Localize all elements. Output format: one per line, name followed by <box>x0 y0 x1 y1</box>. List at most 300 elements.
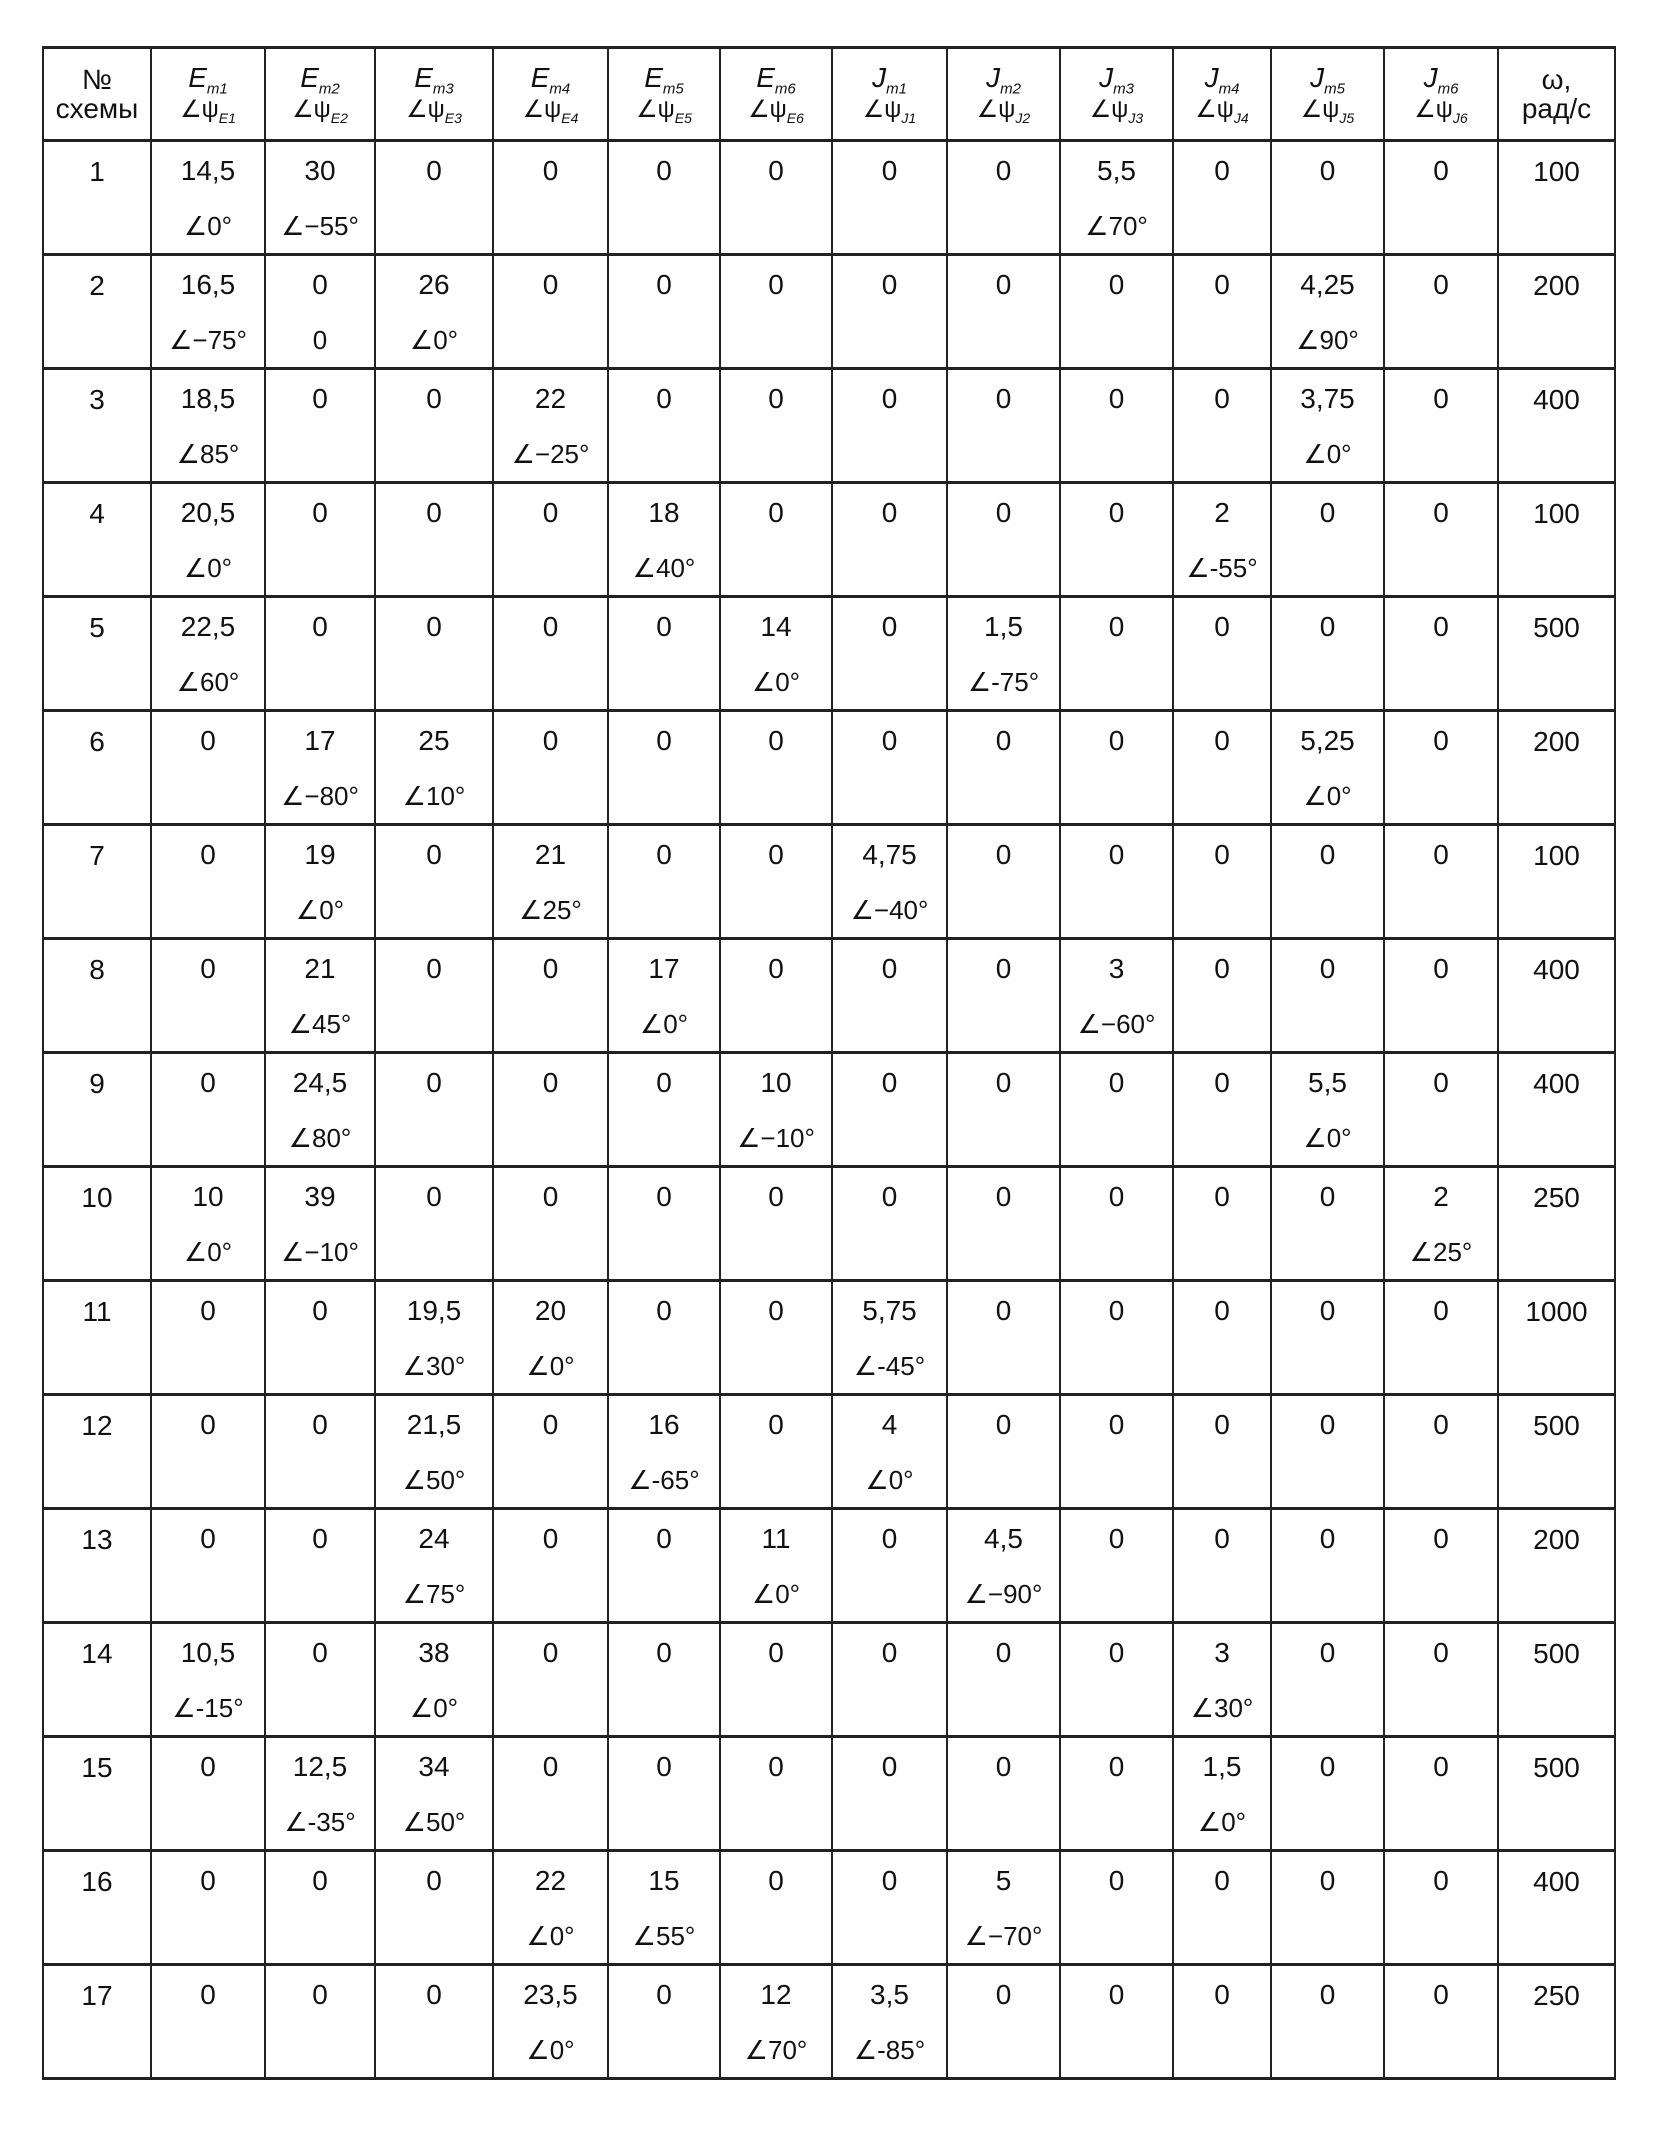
angle-cell <box>375 1225 493 1281</box>
omega-cell: 250 <box>1498 1167 1615 1281</box>
value-cell: 17 <box>608 939 720 998</box>
table-row <box>43 1623 1615 1682</box>
angle-cell: ∠−60° <box>1060 997 1173 1053</box>
table-row <box>43 1965 1615 2024</box>
header-col-em5 <box>608 48 720 141</box>
table-row-angles <box>43 1111 1615 1167</box>
header-col-em4 <box>493 48 608 141</box>
table-row-angles <box>43 1225 1615 1281</box>
scheme-number-cell: 5 <box>43 597 151 711</box>
header-angle-subscript: J1 <box>901 109 917 126</box>
value-cell: 0 <box>1173 141 1271 200</box>
value-cell: 0 <box>947 141 1060 200</box>
value-cell: 39 <box>265 1167 375 1226</box>
value-cell: 0 <box>151 939 265 998</box>
angle-cell <box>1060 655 1173 711</box>
angle-cell <box>375 541 493 597</box>
value-cell: 0 <box>265 255 375 314</box>
angle-cell <box>832 1567 947 1623</box>
value-cell: 4 <box>832 1395 947 1454</box>
angle-cell <box>832 1681 947 1737</box>
angle-cell <box>1384 1111 1498 1167</box>
angle-cell <box>1384 1909 1498 1965</box>
angle-cell <box>947 997 1060 1053</box>
angle-cell <box>1384 1795 1498 1851</box>
value-cell: 34 <box>375 1737 493 1796</box>
value-cell: 0 <box>151 1053 265 1112</box>
table-row <box>43 711 1615 770</box>
value-cell: 0 <box>1384 825 1498 884</box>
value-cell: 0 <box>1060 1053 1173 1112</box>
value-cell: 0 <box>832 1737 947 1796</box>
omega-cell: 400 <box>1498 369 1615 483</box>
document-page <box>42 46 1614 2080</box>
value-cell: 0 <box>720 825 832 884</box>
header-angle-subscript: J5 <box>1339 109 1355 126</box>
value-cell: 0 <box>1173 597 1271 656</box>
value-cell: 0 <box>151 711 265 770</box>
angle-cell <box>151 883 265 939</box>
angle-cell <box>1271 1681 1384 1737</box>
angle-cell <box>1173 2023 1271 2079</box>
angle-cell <box>947 313 1060 369</box>
value-cell: 21 <box>493 825 608 884</box>
header-symbol: E <box>756 61 775 93</box>
angle-cell <box>720 997 832 1053</box>
value-cell: 0 <box>720 369 832 428</box>
value-cell: 0 <box>1271 1851 1384 1910</box>
value-cell: 0 <box>265 1395 375 1454</box>
angle-cell <box>1271 883 1384 939</box>
value-cell: 5,5 <box>1060 141 1173 200</box>
value-cell: 0 <box>608 1509 720 1568</box>
header-angle-symbol: ∠ψ <box>292 95 331 123</box>
value-cell: 0 <box>720 483 832 542</box>
omega-cell: 400 <box>1498 1851 1615 1965</box>
header-angle-symbol: ∠ψ <box>1195 95 1234 123</box>
angle-cell <box>265 1453 375 1509</box>
value-cell: 0 <box>1173 711 1271 770</box>
value-cell: 4,5 <box>947 1509 1060 1568</box>
angle-cell <box>608 1567 720 1623</box>
angle-cell: ∠0° <box>832 1453 947 1509</box>
angle-cell <box>1060 1339 1173 1395</box>
scheme-number-cell: 2 <box>43 255 151 369</box>
angle-cell <box>1060 2023 1173 2079</box>
value-cell: 0 <box>1060 1965 1173 2024</box>
angle-cell <box>1271 1453 1384 1509</box>
angle-cell <box>1060 1567 1173 1623</box>
header-symbol: J <box>1099 61 1114 93</box>
angle-cell <box>151 769 265 825</box>
value-cell: 0 <box>493 1167 608 1226</box>
angle-cell <box>947 1453 1060 1509</box>
scheme-number-cell: 15 <box>43 1737 151 1851</box>
angle-cell: ∠0° <box>1271 1111 1384 1167</box>
angle-cell <box>1271 2023 1384 2079</box>
value-cell: 0 <box>1384 1851 1498 1910</box>
angle-cell <box>1060 769 1173 825</box>
angle-cell <box>608 313 720 369</box>
value-cell: 0 <box>1173 1395 1271 1454</box>
angle-cell <box>947 1681 1060 1737</box>
omega-cell: 1000 <box>1498 1281 1615 1395</box>
value-cell: 0 <box>608 1623 720 1682</box>
header-symbol-subscript: m5 <box>1324 80 1345 98</box>
angle-cell: ∠0° <box>375 1681 493 1737</box>
value-cell: 0 <box>1384 1395 1498 1454</box>
angle-cell: ∠0° <box>493 2023 608 2079</box>
angle-cell: ∠85° <box>151 427 265 483</box>
angle-cell <box>1384 1681 1498 1737</box>
angle-cell <box>832 427 947 483</box>
header-symbol-subscript: m4 <box>1218 80 1240 98</box>
angle-cell <box>375 2023 493 2079</box>
value-cell: 0 <box>151 1281 265 1340</box>
value-cell: 10 <box>151 1167 265 1226</box>
value-cell: 0 <box>375 141 493 200</box>
value-cell: 22 <box>493 369 608 428</box>
value-cell: 0 <box>1060 255 1173 314</box>
header-symbol: J <box>872 61 887 93</box>
value-cell: 0 <box>265 369 375 428</box>
table-row-angles <box>43 1795 1615 1851</box>
value-cell: 0 <box>1173 1053 1271 1112</box>
angle-cell <box>375 199 493 255</box>
angle-cell <box>1173 199 1271 255</box>
value-cell: 0 <box>265 1851 375 1910</box>
angle-cell <box>265 1567 375 1623</box>
value-cell: 0 <box>1271 1965 1384 2024</box>
header-symbol: E <box>530 61 550 93</box>
value-cell: 0 <box>1271 939 1384 998</box>
angle-cell <box>1384 2023 1498 2079</box>
angle-cell <box>947 1339 1060 1395</box>
angle-cell <box>947 541 1060 597</box>
angle-cell <box>1384 1567 1498 1623</box>
header-angle-subscript: E2 <box>330 109 348 126</box>
value-cell: 0 <box>493 939 608 998</box>
angle-cell <box>832 541 947 597</box>
table-row-angles <box>43 1453 1615 1509</box>
value-cell: 10,5 <box>151 1623 265 1682</box>
angle-cell: ∠−25° <box>493 427 608 483</box>
scheme-number-cell: 3 <box>43 369 151 483</box>
header-symbol-subscript: m2 <box>318 80 340 98</box>
angle-cell <box>493 1795 608 1851</box>
header-col-em1 <box>151 48 265 141</box>
header-symbol-subscript: m6 <box>774 80 796 98</box>
value-cell: 0 <box>1060 1851 1173 1910</box>
value-cell: 0 <box>947 825 1060 884</box>
angle-cell: ∠−80° <box>265 769 375 825</box>
value-cell: 0 <box>1060 1737 1173 1796</box>
angle-cell <box>1173 1339 1271 1395</box>
value-cell: 0 <box>493 141 608 200</box>
header-angle-symbol: ∠ψ <box>1414 95 1453 123</box>
header-angle-symbol: ∠ψ <box>522 95 562 123</box>
header-angle-symbol: ∠ψ <box>1300 95 1340 123</box>
header-col-jm6 <box>1384 48 1498 141</box>
value-cell: 0 <box>1384 369 1498 428</box>
value-cell: 0 <box>720 1737 832 1796</box>
header-symbol-subscript: m4 <box>549 80 571 98</box>
angle-cell <box>608 655 720 711</box>
value-cell: 16 <box>608 1395 720 1454</box>
angle-cell <box>1271 1567 1384 1623</box>
scheme-number-cell: 17 <box>43 1965 151 2079</box>
value-cell: 0 <box>832 1167 947 1226</box>
table-row-angles <box>43 1909 1615 1965</box>
header-col-em6 <box>720 48 832 141</box>
value-cell: 0 <box>1384 1737 1498 1796</box>
value-cell: 0 <box>1271 1281 1384 1340</box>
value-cell: 0 <box>1271 141 1384 200</box>
angle-cell <box>832 1909 947 1965</box>
value-cell: 23,5 <box>493 1965 608 2024</box>
value-cell: 0 <box>947 939 1060 998</box>
value-cell: 0 <box>608 1167 720 1226</box>
angle-cell <box>720 883 832 939</box>
angle-cell <box>720 1681 832 1737</box>
value-cell: 0 <box>375 1053 493 1112</box>
angle-cell <box>265 1339 375 1395</box>
angle-cell <box>1060 427 1173 483</box>
angle-cell: ∠0° <box>151 1225 265 1281</box>
header-col-jm3 <box>1060 48 1173 141</box>
table-row <box>43 597 1615 656</box>
value-cell: 0 <box>265 1281 375 1340</box>
value-cell: 38 <box>375 1623 493 1682</box>
header-symbol-subscript: m2 <box>1000 80 1021 98</box>
angle-cell: ∠-65° <box>608 1453 720 1509</box>
header-symbol-subscript: m5 <box>662 80 684 98</box>
table-row-angles <box>43 1567 1615 1623</box>
angle-cell: ∠0° <box>151 541 265 597</box>
angle-cell: ∠30° <box>375 1339 493 1395</box>
angle-cell: ∠70° <box>720 2023 832 2079</box>
table-row-angles <box>43 883 1615 939</box>
angle-cell <box>1173 655 1271 711</box>
value-cell: 0 <box>1384 1053 1498 1112</box>
value-cell: 14,5 <box>151 141 265 200</box>
angle-cell: ∠25° <box>493 883 608 939</box>
scheme-number-cell: 8 <box>43 939 151 1053</box>
angle-cell <box>493 1111 608 1167</box>
angle-cell: ∠0° <box>493 1909 608 1965</box>
value-cell: 15 <box>608 1851 720 1910</box>
value-cell: 0 <box>1060 1509 1173 1568</box>
header-omega-label: ω, <box>1541 63 1572 95</box>
angle-cell <box>493 655 608 711</box>
value-cell: 0 <box>1173 825 1271 884</box>
table-row <box>43 1851 1615 1910</box>
value-cell: 4,25 <box>1271 255 1384 314</box>
omega-cell: 200 <box>1498 255 1615 369</box>
value-cell: 0 <box>493 483 608 542</box>
value-cell: 10 <box>720 1053 832 1112</box>
angle-cell <box>608 1681 720 1737</box>
angle-cell: ∠-85° <box>832 2023 947 2079</box>
angle-cell: ∠−10° <box>265 1225 375 1281</box>
angle-cell <box>1173 313 1271 369</box>
angle-cell <box>720 1795 832 1851</box>
angle-cell <box>608 1339 720 1395</box>
value-cell: 0 <box>375 483 493 542</box>
value-cell: 0 <box>375 939 493 998</box>
value-cell: 0 <box>720 1281 832 1340</box>
angle-cell <box>1271 1909 1384 1965</box>
value-cell: 0 <box>493 711 608 770</box>
value-cell: 0 <box>265 1965 375 2024</box>
omega-cell: 500 <box>1498 1623 1615 1737</box>
angle-cell <box>375 883 493 939</box>
value-cell: 0 <box>1384 1281 1498 1340</box>
angle-cell <box>493 1453 608 1509</box>
value-cell: 0 <box>493 1053 608 1112</box>
angle-cell <box>1271 1339 1384 1395</box>
value-cell: 0 <box>947 1395 1060 1454</box>
angle-cell <box>1384 1453 1498 1509</box>
angle-cell <box>1384 541 1498 597</box>
angle-cell <box>151 1909 265 1965</box>
angle-cell: ∠40° <box>608 541 720 597</box>
angle-cell <box>720 1339 832 1395</box>
angle-cell <box>1384 199 1498 255</box>
angle-cell <box>608 1795 720 1851</box>
angle-cell <box>151 1453 265 1509</box>
angle-cell <box>493 1225 608 1281</box>
table-row <box>43 939 1615 998</box>
angle-cell <box>265 2023 375 2079</box>
angle-cell: ∠25° <box>1384 1225 1498 1281</box>
angle-cell: ∠0° <box>151 199 265 255</box>
value-cell: 0 <box>493 1509 608 1568</box>
value-cell: 0 <box>1060 1395 1173 1454</box>
angle-cell <box>375 997 493 1053</box>
value-cell: 0 <box>947 1167 1060 1226</box>
omega-cell: 200 <box>1498 1509 1615 1623</box>
angle-cell <box>151 1111 265 1167</box>
angle-cell: ∠75° <box>375 1567 493 1623</box>
scheme-number-cell: 9 <box>43 1053 151 1167</box>
value-cell: 0 <box>151 1851 265 1910</box>
header-symbol-subscript: m1 <box>206 80 228 98</box>
angle-cell <box>1173 883 1271 939</box>
scheme-number-cell: 10 <box>43 1167 151 1281</box>
header-col-jm1 <box>832 48 947 141</box>
value-cell: 0 <box>1173 1851 1271 1910</box>
value-cell: 0 <box>1173 369 1271 428</box>
value-cell: 12 <box>720 1965 832 2024</box>
header-angle-symbol: ∠ψ <box>748 95 787 123</box>
value-cell: 0 <box>608 1053 720 1112</box>
value-cell: 0 <box>832 1623 947 1682</box>
header-symbol: E <box>644 61 663 93</box>
value-cell: 0 <box>1060 483 1173 542</box>
value-cell: 0 <box>608 369 720 428</box>
omega-cell: 100 <box>1498 141 1615 255</box>
angle-cell <box>608 883 720 939</box>
value-cell: 17 <box>265 711 375 770</box>
header-scheme-label: схемы <box>55 93 139 124</box>
angle-cell <box>265 1681 375 1737</box>
table-row-angles <box>43 199 1615 255</box>
angle-cell: ∠-75° <box>947 655 1060 711</box>
angle-cell <box>1271 541 1384 597</box>
angle-cell: ∠0° <box>720 655 832 711</box>
header-col-jm5 <box>1271 48 1384 141</box>
value-cell: 0 <box>1060 369 1173 428</box>
value-cell: 0 <box>608 825 720 884</box>
value-cell: 3,75 <box>1271 369 1384 428</box>
angle-cell <box>151 997 265 1053</box>
scheme-number-cell: 14 <box>43 1623 151 1737</box>
header-col-em2 <box>265 48 375 141</box>
angle-cell: ∠50° <box>375 1453 493 1509</box>
omega-cell: 500 <box>1498 1395 1615 1509</box>
value-cell: 0 <box>375 1965 493 2024</box>
angle-cell <box>720 199 832 255</box>
angle-cell: ∠30° <box>1173 1681 1271 1737</box>
value-cell: 0 <box>493 597 608 656</box>
omega-cell: 500 <box>1498 1737 1615 1851</box>
omega-cell: 400 <box>1498 1053 1615 1167</box>
value-cell: 0 <box>947 1281 1060 1340</box>
header-omega <box>1498 48 1615 141</box>
value-cell: 0 <box>608 597 720 656</box>
header-symbol-subscript: m3 <box>432 80 454 98</box>
angle-cell <box>1173 997 1271 1053</box>
angle-cell <box>720 313 832 369</box>
angle-cell <box>1271 1795 1384 1851</box>
value-cell: 0 <box>1384 141 1498 200</box>
header-angle-subscript: J6 <box>1452 109 1468 126</box>
value-cell: 0 <box>265 1623 375 1682</box>
angle-cell <box>720 1225 832 1281</box>
header-angle-subscript: E6 <box>786 109 804 126</box>
angle-cell <box>608 1111 720 1167</box>
table-row <box>43 1281 1615 1340</box>
scheme-number-cell: 16 <box>43 1851 151 1965</box>
parameters-table <box>42 46 1616 2080</box>
angle-cell <box>1060 1453 1173 1509</box>
value-cell: 0 <box>720 1851 832 1910</box>
header-angle-subscript: E5 <box>674 109 692 126</box>
angle-cell <box>1384 427 1498 483</box>
value-cell: 0 <box>1271 483 1384 542</box>
value-cell: 3 <box>1060 939 1173 998</box>
angle-cell <box>1173 1111 1271 1167</box>
value-cell: 1,5 <box>947 597 1060 656</box>
value-cell: 0 <box>493 1737 608 1796</box>
angle-cell <box>608 769 720 825</box>
value-cell: 0 <box>151 825 265 884</box>
value-cell: 0 <box>608 1281 720 1340</box>
angle-cell <box>832 1795 947 1851</box>
angle-cell <box>1060 1681 1173 1737</box>
header-symbol: E <box>414 61 433 93</box>
value-cell: 0 <box>1173 1281 1271 1340</box>
value-cell: 0 <box>1173 939 1271 998</box>
angle-cell <box>1271 1225 1384 1281</box>
value-cell: 0 <box>1060 1167 1173 1226</box>
value-cell: 0 <box>720 141 832 200</box>
angle-cell: ∠−75° <box>151 313 265 369</box>
value-cell: 0 <box>832 255 947 314</box>
value-cell: 0 <box>832 1053 947 1112</box>
value-cell: 0 <box>832 711 947 770</box>
